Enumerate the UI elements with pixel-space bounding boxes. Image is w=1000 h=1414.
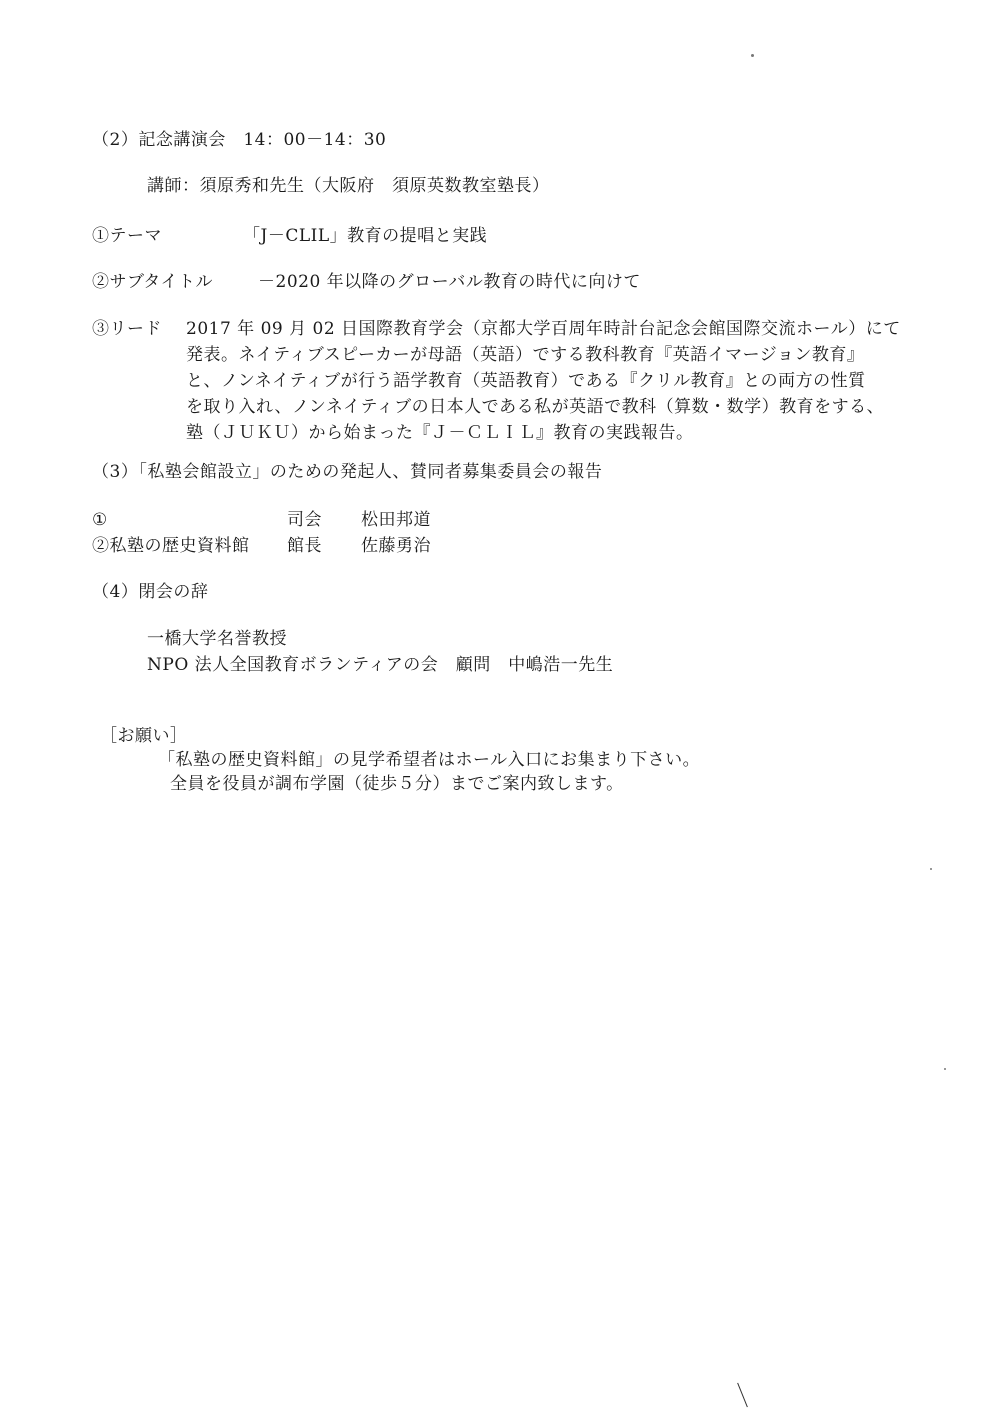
- lead-text-line: を取り入れ、ノンネイティブの日本人である私が英語で教科（算数・数学）教育をする、: [186, 397, 885, 417]
- subtitle-label: ②サブタイトル: [92, 272, 213, 292]
- section-3-heading: （3）「私塾会館設立」のための発起人、賛同者募集委員会の報告: [92, 462, 603, 482]
- closing-speaker-name: NPO 法人全国教育ボランティアの会 顧問 中嶋浩一先生: [147, 655, 614, 675]
- committee-row-1-number: ①: [92, 510, 108, 530]
- lead-text-line: 塾（ＪＵＫＵ）から始まった『Ｊ－ＣＬＩＬ』教育の実践報告。: [186, 423, 694, 443]
- theme-label: ①テーマ: [92, 226, 162, 246]
- scan-speck: [930, 868, 932, 870]
- section-2-heading: （2）記念講演会 14：00－14：30: [92, 130, 387, 150]
- request-heading: ［お願い］: [100, 726, 188, 746]
- subtitle-value: －2020 年以降のグローバル教育の時代に向けて: [258, 272, 641, 292]
- lead-text-line: 2017 年 09 月 02 日国際教育学会（京都大学百周年時計台記念会館国際交流ホール）にて: [186, 319, 901, 339]
- committee-row-1-name: 松田邦道: [361, 510, 431, 530]
- committee-row-2-name: 佐藤勇治: [361, 536, 431, 556]
- scan-speck: [751, 54, 754, 57]
- lead-text-line: 発表。ネイティブスピーカーが母語（英語）でする教科教育『英語イマージョン教育』: [186, 345, 865, 365]
- scan-pen-mark: [737, 1383, 748, 1407]
- request-line-1: 「私塾の歴史資料館」の見学希望者はホール入口にお集まり下さい。: [158, 750, 701, 770]
- theme-value: 「J－CLIL」教育の提唱と実践: [243, 226, 488, 246]
- lecturer-line: 講師：須原秀和先生（大阪府 須原英数教室塾長）: [147, 176, 550, 196]
- committee-row-2-role: 館長: [287, 536, 322, 556]
- section-4-heading: （4）閉会の辞: [92, 582, 209, 602]
- committee-row-1-role: 司会: [287, 510, 322, 530]
- request-line-2: 全員を役員が調布学園（徒歩５分）までご案内致します。: [170, 774, 624, 794]
- committee-row-2-label: ②私塾の歴史資料館: [92, 536, 250, 556]
- lead-text-line: と、ノンネイティブが行う語学教育（英語教育）である『クリル教育』との両方の性質: [186, 371, 866, 391]
- scan-speck: [944, 1068, 946, 1070]
- lead-label: ③リード: [92, 319, 162, 339]
- closing-speaker-title: 一橋大学名誉教授: [147, 629, 287, 649]
